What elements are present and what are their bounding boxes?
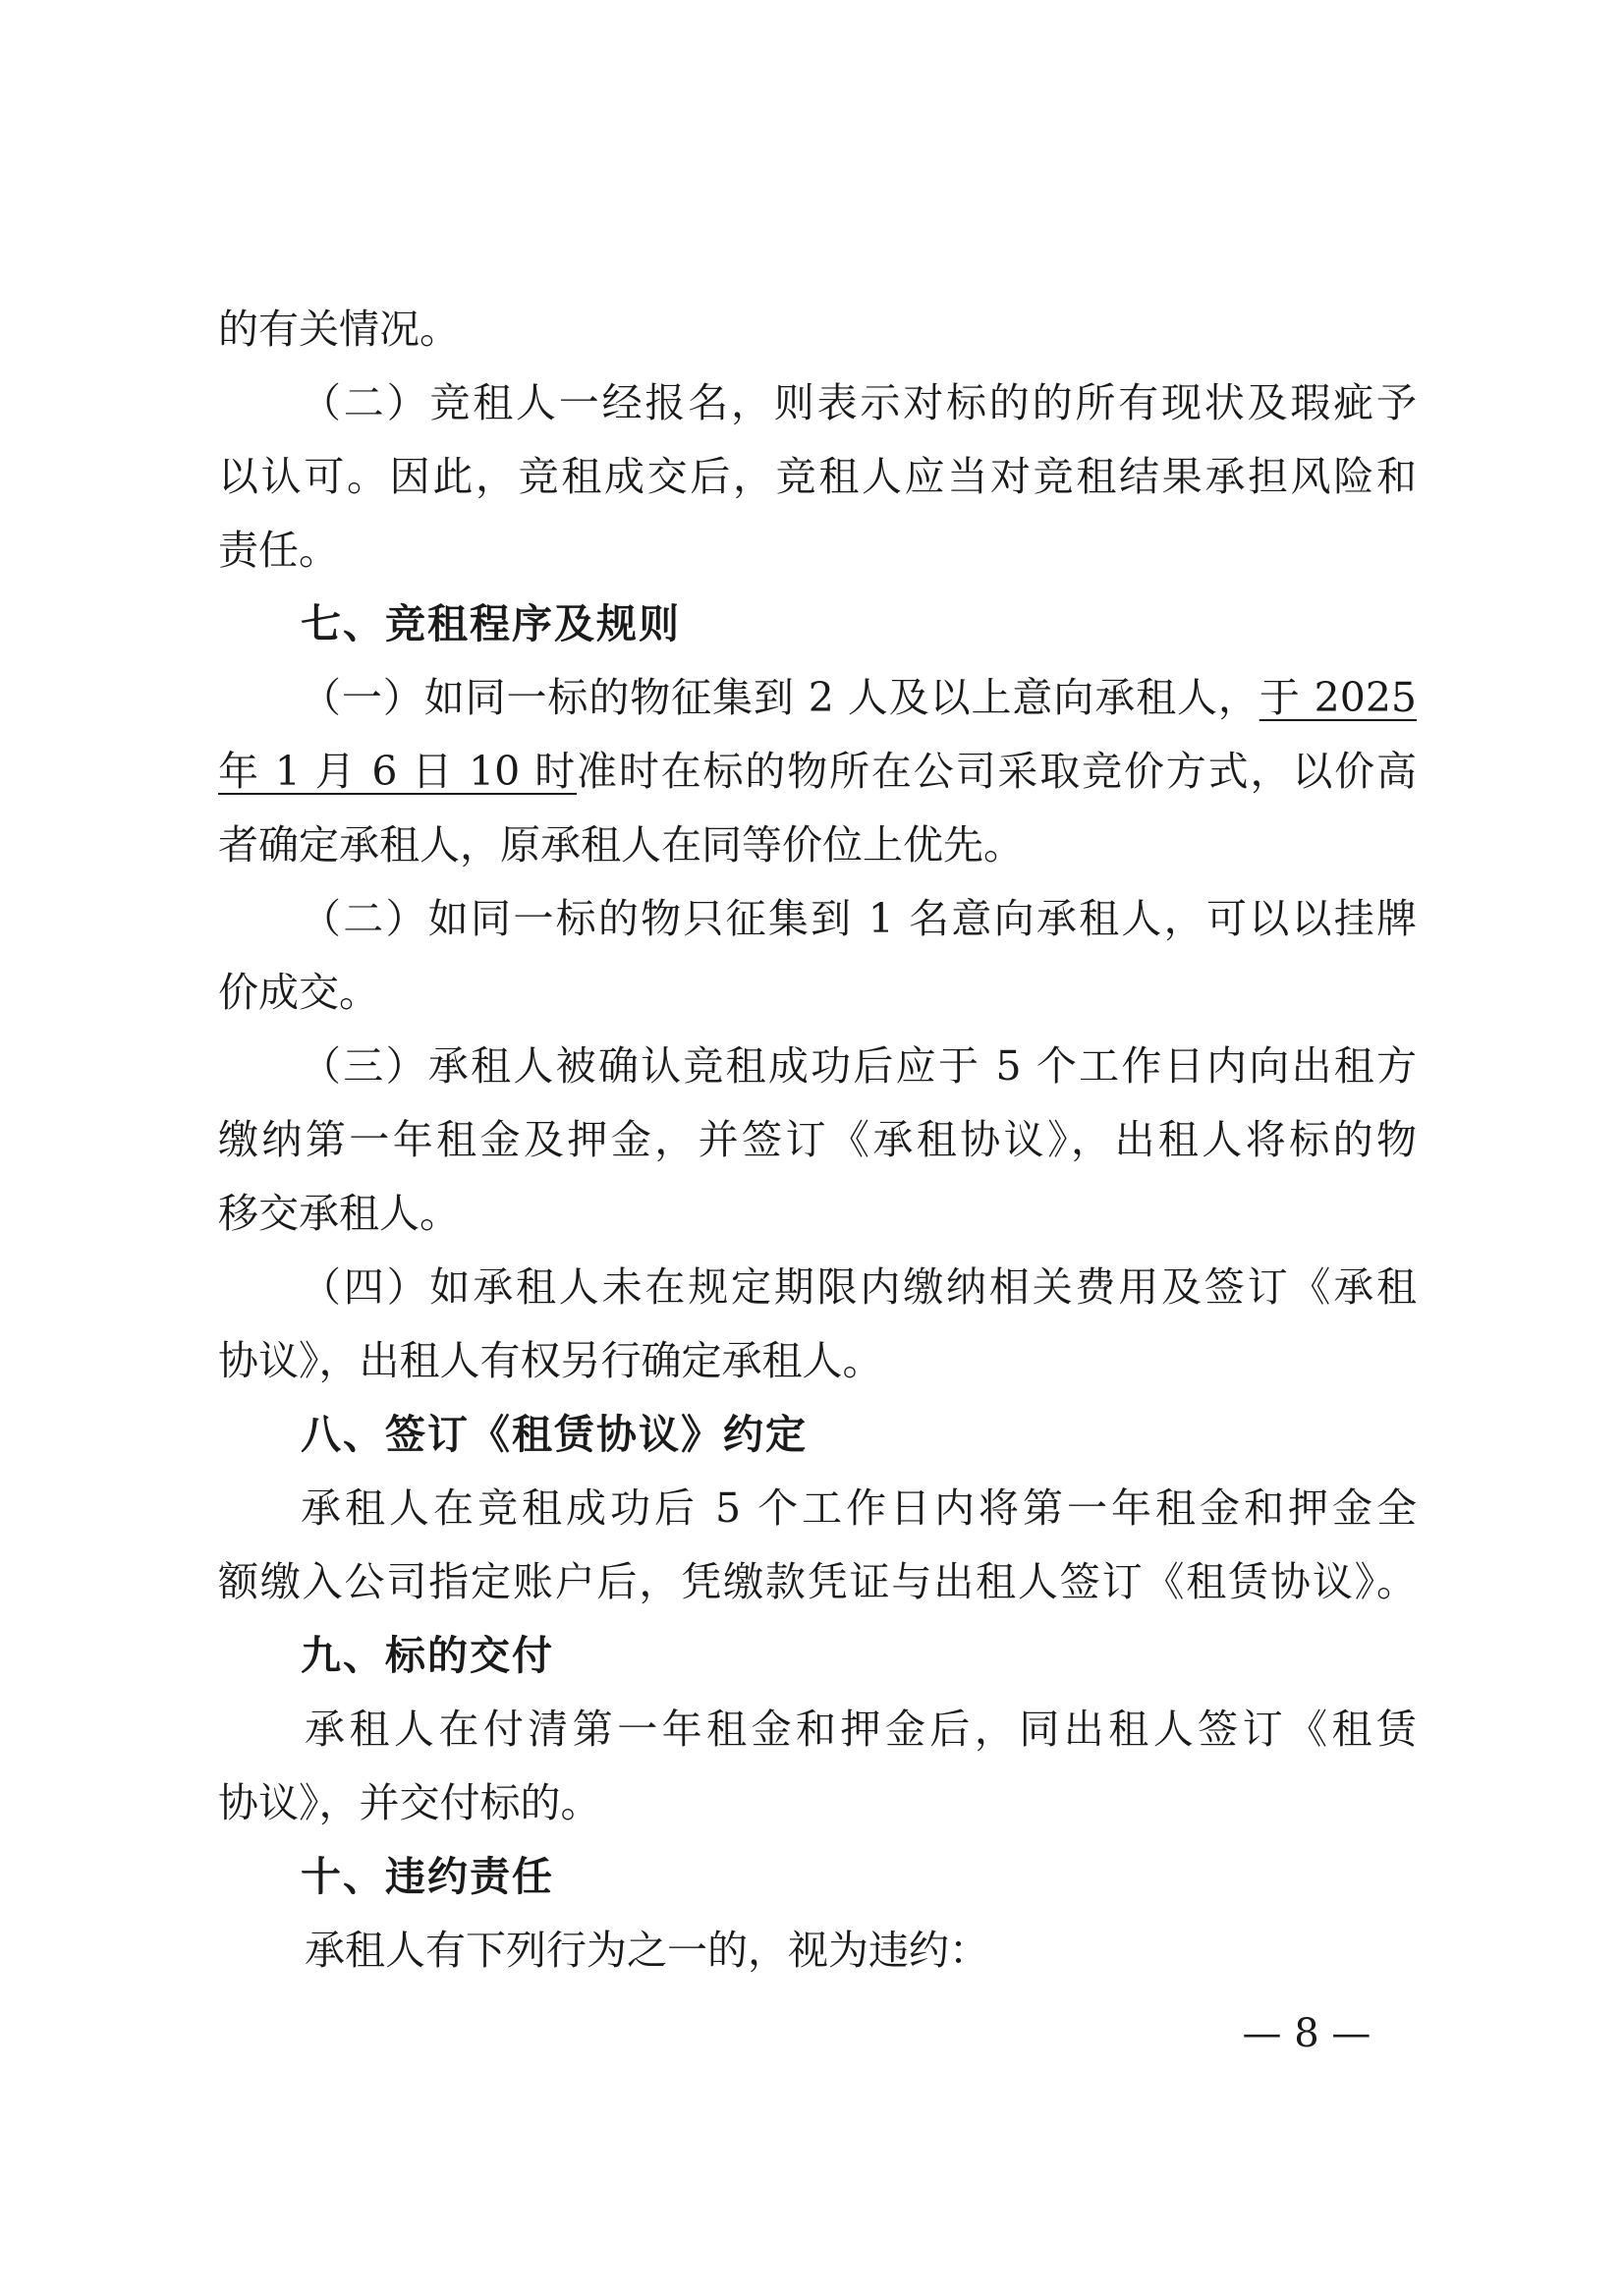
section-heading-9: 九、标的交付: [301, 1632, 554, 1679]
paragraph-line: 责任。: [218, 527, 339, 574]
paragraph-line: 承租人在竞租成功后 5 个工作日内将第一年租金和押金全: [301, 1484, 1417, 1532]
underlined-date-part2: 年 1 月 6 日 10 时: [218, 748, 577, 795]
paragraph-line: 移交承租人。: [218, 1190, 460, 1237]
paragraph-line: [218, 661, 1417, 735]
section-heading-8: 八、签订《租赁协议》约定: [301, 1411, 808, 1458]
section-heading-10: 十、违约责任: [301, 1853, 554, 1900]
paragraph-segment: （一）如同一标的物征集到 2 人及以上意向承租人，: [301, 674, 1259, 721]
paragraph-segment: 准时在标的物所在公司采取竞价方式，以价高: [576, 748, 1418, 795]
paragraph-line: 缴纳第一年租金及押金，并签订《承租协议》，出租人将标的物: [218, 1116, 1417, 1163]
body-text: [218, 293, 1417, 1988]
paragraph-line: 的有关情况。: [218, 306, 460, 353]
paragraph-line: 以认可。因此，竞租成交后，竞租人应当对竞租结果承担风险和: [218, 453, 1417, 500]
paragraph-line: 承租人在付清第一年租金和押金后，同出租人签订《租赁: [305, 1706, 1417, 1753]
paragraph-line: 价成交。: [218, 969, 379, 1016]
paragraph-line: 协议》，出租人有权另行确定承租人。: [218, 1337, 883, 1384]
section-heading-7: 七、竞租程序及规则: [301, 600, 681, 647]
paragraph-line: （三）承租人被确认竞租成功后应于 5 个工作日内向出租方: [301, 1042, 1417, 1090]
paragraph-line: 者确定承租人，原承租人在同等价位上优先。: [218, 821, 1024, 868]
paragraph-line: （二）竞租人一经报名，则表示对标的的所有现状及瑕疵予: [301, 379, 1417, 426]
paragraph-line: （二）如同一标的物只征集到 1 名意向承租人，可以以挂牌: [301, 895, 1417, 942]
paragraph-line: 协议》，并交付标的。: [218, 1779, 601, 1826]
paragraph-line: （四）如承租人未在规定期限内缴纳相关费用及签订《承租: [301, 1263, 1417, 1311]
paragraph-line: [218, 735, 1417, 809]
paragraph-line: 承租人有下列行为之一的，视为违约：: [305, 1927, 989, 1974]
page-number: — 8 —: [1242, 2011, 1371, 2056]
paragraph-line: 额缴入公司指定账户后，凭缴款凭证与出租人签订《租赁协议》。: [218, 1558, 1417, 1605]
underlined-date-part1: 于 2025: [1259, 674, 1417, 721]
